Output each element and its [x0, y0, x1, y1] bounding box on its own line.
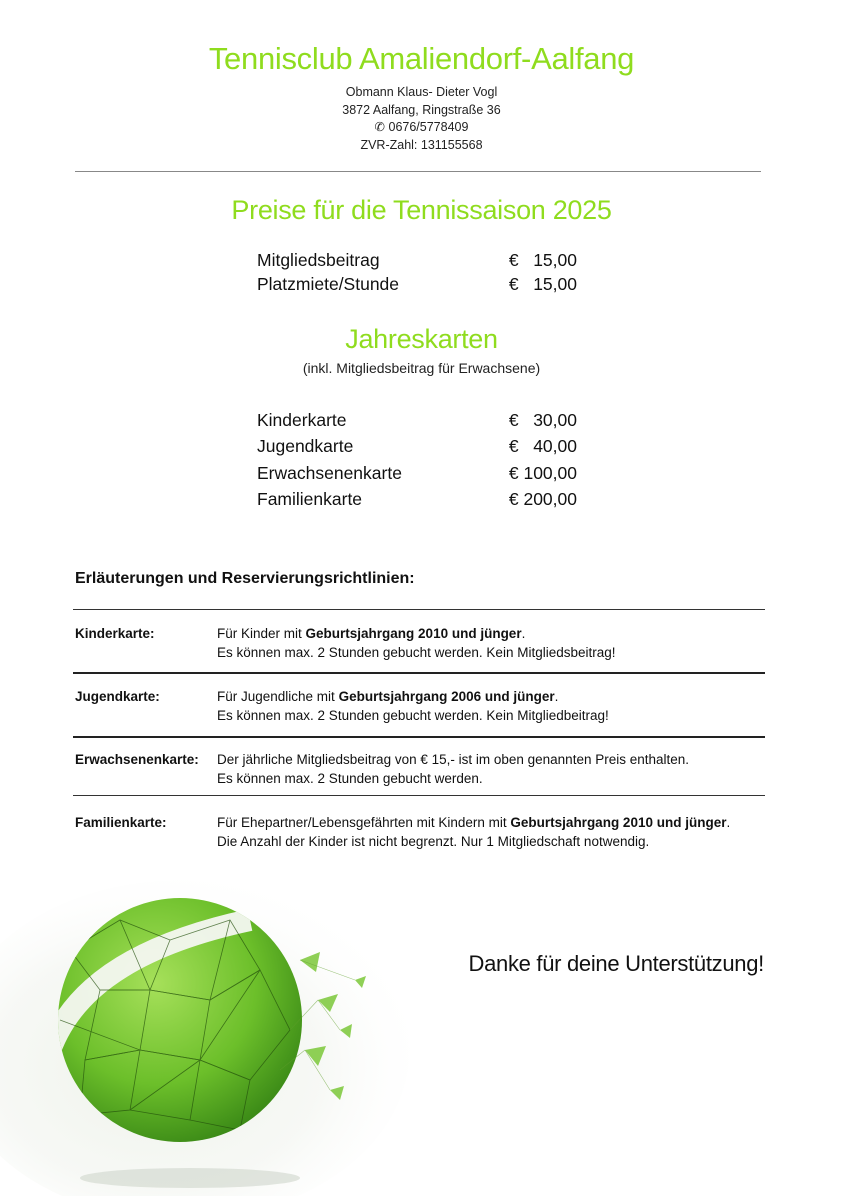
- price-value: € 15,00: [508, 250, 577, 270]
- price-label: Platzmiete/Stunde: [257, 274, 400, 294]
- price-row: [257, 274, 577, 298]
- annual-card-row: [257, 489, 577, 513]
- annual-card-row: [257, 436, 577, 460]
- explanation-term: Familienkarte:: [75, 815, 167, 830]
- contact-chairman: Obmann Klaus- Dieter Vogl: [345, 85, 498, 99]
- table-divider: [73, 672, 765, 674]
- card-label: Jugendkarte: [257, 436, 354, 456]
- header-divider: [75, 171, 761, 172]
- explanation-term: Erwachsenenkarte:: [75, 752, 199, 767]
- club-title: Tennisclub Amaliendorf-Aalfang: [208, 41, 635, 76]
- thank-you-message: Danke für deine Unterstützung!: [468, 951, 764, 976]
- explanation-term: Kinderkarte:: [75, 626, 155, 641]
- price-row: [257, 250, 577, 274]
- annual-cards-note: (inkl. Mitgliedsbeitrag für Erwachsene): [302, 360, 541, 376]
- contact-block: [0, 84, 843, 154]
- contact-zvr: ZVR-Zahl: 131155568: [360, 137, 483, 152]
- contact-phone: ✆ 0676/5778409: [374, 120, 469, 134]
- price-value: € 15,00: [508, 274, 577, 294]
- explanations-heading: Erläuterungen und Reservierungsrichtlinien:: [75, 570, 415, 587]
- card-price: € 200,00: [508, 489, 577, 509]
- table-divider: [73, 795, 765, 796]
- explanation-text: Für Jugendliche mit Geburtsjahrgang 2006 und jünger. Es können max. 2 Stunden gebucht werden. Kein Mitgliedbeitrag!: [217, 689, 609, 723]
- card-label: Kinderkarte: [257, 410, 347, 430]
- explanation-term: Jugendkarte:: [75, 689, 160, 704]
- card-price: € 100,00: [508, 463, 577, 483]
- annual-card-row: [257, 410, 577, 434]
- prices-title: Preise für die Tennissaison 2025: [231, 195, 612, 225]
- annual-card-row: [257, 463, 577, 487]
- card-price: € 30,00: [508, 410, 577, 430]
- card-price: € 40,00: [508, 436, 577, 456]
- card-label: Familienkarte: [257, 489, 363, 509]
- table-divider: [73, 609, 765, 610]
- card-label: Erwachsenenkarte: [257, 463, 402, 483]
- tennis-ball-icon: [0, 860, 430, 1196]
- explanation-text: Für Kinder mit Geburtsjahrgang 2010 und jünger. Es können max. 2 Stunden gebucht werden. Kein Mitgliedsbeitrag!: [217, 626, 616, 660]
- explanation-text: Für Ehepartner/Lebensgefährten mit Kindern mit Geburtsjahrgang 2010 und jünger. Die Anzahl der Kinder ist nicht begrenzt. Nur 1 Mitgliedschaft notwendig.: [217, 815, 731, 849]
- contact-address: 3872 Aalfang, Ringstraße 36: [342, 102, 501, 117]
- annual-cards-title: Jahreskarten: [345, 324, 498, 354]
- price-label: Mitgliedsbeitrag: [257, 250, 380, 270]
- explanation-text: Der jährliche Mitgliedsbeitrag von € 15,- ist im oben genannten Preis enthalten. Es können max. 2 Stunden gebucht werden.: [217, 752, 690, 786]
- table-divider: [73, 736, 765, 738]
